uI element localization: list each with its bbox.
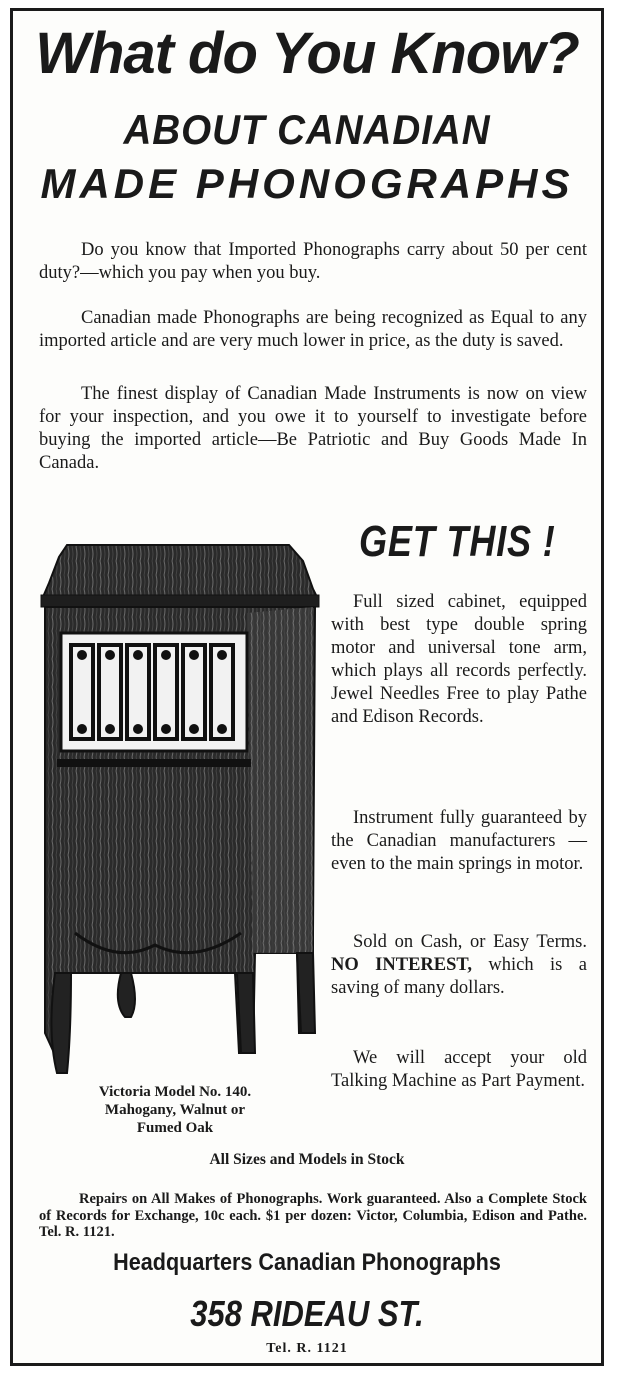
no-interest-emphasis: NO INTEREST, (331, 955, 472, 975)
offer-features: Full sized cabinet, equipped with best type double spring motor and universal tone arm, which plays all records perfectly. Jewel Needles Free to play Pathe and Edison Records. (331, 592, 587, 727)
terms-text: Sold on Cash, or Easy Terms. (353, 932, 587, 952)
intro-paragraph-equal: Canadian made Phonographs are being recognized as Equal to any imported article and are very much lower in price, as the duty is saved. (39, 308, 587, 351)
offer-terms (331, 931, 587, 1000)
caption-finishes: Mahogany, Walnut or (104, 1102, 246, 1118)
intro-paragraph-duty: Do you know that Imported Phonographs carry about 50 per cent duty?—which you pay when you buy. (39, 240, 587, 283)
headline-subtitle-line1: ABOUT CANADIAN (123, 106, 491, 153)
store-name: Headquarters Canadian Phonographs (113, 1249, 501, 1276)
terms-saving: which is a saving of many dollars. (331, 955, 587, 998)
model-caption (39, 1083, 311, 1137)
caption-finishes-cont: Fumed Oak (136, 1120, 214, 1136)
offer-guarantee: Instrument fully guaranteed by the Canadian manufacturers — even to the main springs in motor. (331, 808, 587, 874)
offer-trade-in: We will accept your old Talking Machine as Part Payment. (331, 1048, 587, 1091)
headline-question: What do You Know? (35, 21, 579, 86)
headline-subtitle-line2: MADE PHONOGRAPHS (40, 160, 574, 207)
caption-model-name: Victoria Model No. 140. (98, 1084, 252, 1100)
repairs-notice: Repairs on All Makes of Phonographs. Work guaranteed. Also a Complete Stock of Records for Exchange, 10c each. $1 per dozen: Victor, Columbia, Edison and Pathe. Tel. R. 1121. (39, 1191, 587, 1240)
phonograph-icon (27, 533, 327, 1093)
advertisement-frame (10, 8, 604, 1366)
store-telephone: Tel. R. 1121 (266, 1341, 348, 1356)
stock-notice: All Sizes and Models in Stock (209, 1151, 405, 1168)
phonograph-cabinet-illustration (27, 533, 327, 1093)
store-address: 358 RIDEAU ST. (190, 1293, 424, 1334)
offer-heading: GET THIS ! (359, 517, 556, 566)
intro-paragraph-patriotic: The finest display of Canadian Made Instruments is now on view for your inspection, and you owe it to yourself to investigate before buying the imported article—Be Patriotic and Buy Goods Made In Canada. (39, 384, 587, 473)
